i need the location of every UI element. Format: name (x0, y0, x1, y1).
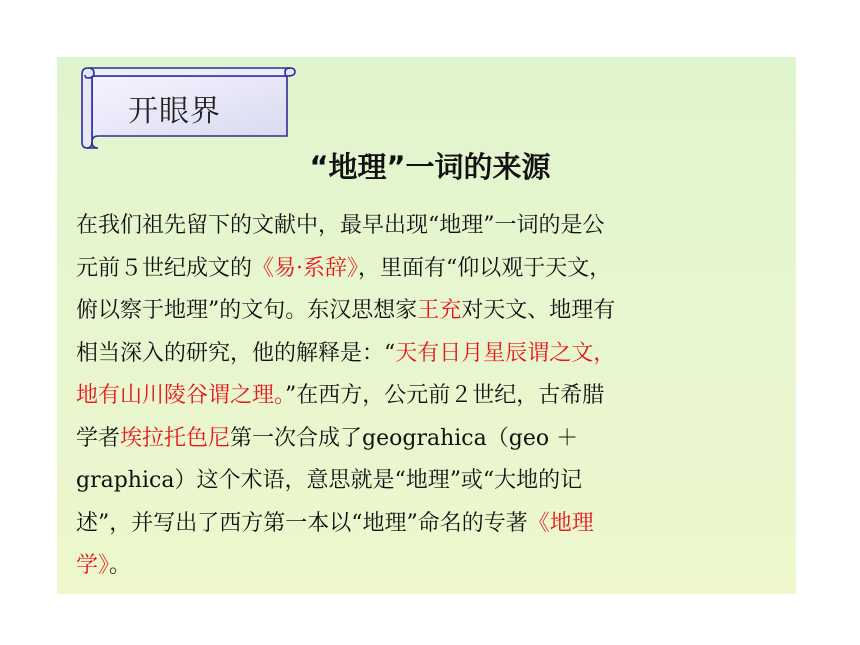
text-line (76, 205, 784, 248)
text-line (76, 333, 784, 376)
text-segment: 对天文、地理有 (461, 298, 616, 323)
highlight-quote: 地有山川陵谷谓之理。 (76, 383, 286, 408)
banner-label: 开眼界 (128, 94, 221, 129)
body-paragraph (76, 205, 784, 588)
text-segment: 相当深入的研究，他的解释是：“ (76, 340, 396, 366)
highlight-book-title: 《易·系辞》 (252, 255, 359, 281)
text-line (76, 248, 784, 291)
text-segment: 元前５世纪成文的 (76, 255, 253, 281)
text-line (76, 545, 784, 588)
highlight-quote: 天有日月星辰谓之文， (395, 340, 616, 366)
text-line (76, 460, 784, 503)
highlight-book-title: 学》 (76, 553, 110, 578)
highlight-person-name: 王充 (417, 298, 462, 323)
text-segment: 学者 (76, 425, 121, 451)
text-segment: ”在西方，公元前２世纪，古希腊 (285, 383, 605, 408)
highlight-person-name: 埃拉托色尼 (120, 425, 231, 451)
text-segment: 俯以察于地理”的文句。东汉思想家 (76, 298, 418, 323)
text-segment: 述”，并写出了西方第一本以“地理”命名的专著 (76, 510, 528, 536)
text-segment: ，里面有“仰以观于天文， (358, 255, 612, 281)
text-line (76, 375, 784, 418)
text-line (76, 418, 784, 461)
highlight-book-title: 《地理 (527, 510, 594, 536)
text-line (76, 290, 784, 333)
text-segment: 。 (109, 553, 132, 578)
page-title: “地理”一词的来源 (309, 150, 551, 184)
text-line (76, 503, 784, 546)
text-segment: graphica）这个术语，意思就是“地理”或“大地的记 (76, 468, 583, 493)
text-segment: 在我们祖先留下的文献中，最早出现“地理”一词的是公 (76, 213, 605, 238)
text-segment: 第一次合成了geograhica（geo ＋ (230, 425, 579, 451)
